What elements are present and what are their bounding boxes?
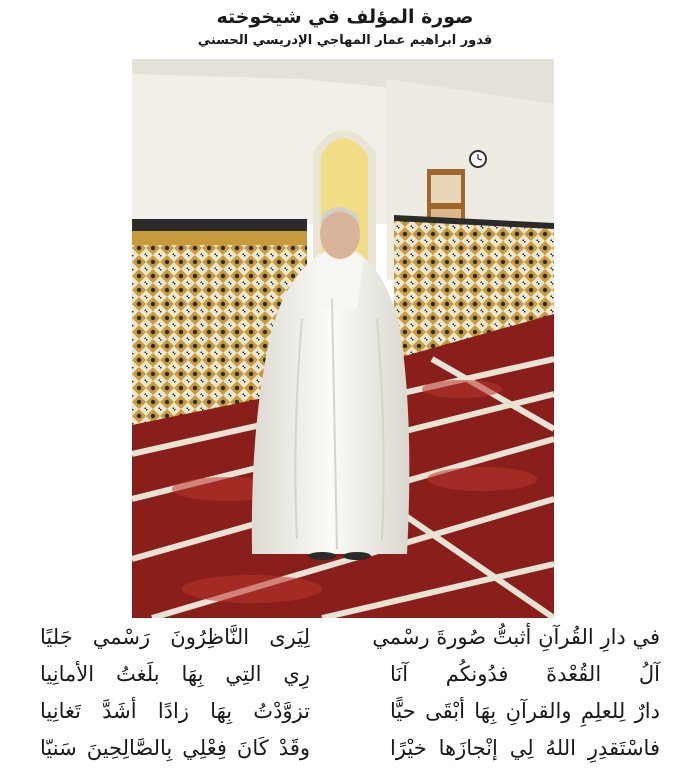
verse-second-hemistich: لِيَرى النَّاظِرُونَ رَسْمي جَليًا	[40, 625, 310, 649]
author-photo	[132, 59, 554, 618]
verse-line	[40, 657, 660, 691]
page-title: صورة المؤلف في شيخوخته	[216, 6, 474, 28]
verse-line	[40, 694, 660, 728]
verse-first-hemistich: فاسْتَقدِرِ اللهُ لِي إنْجازَها خيْرًا	[390, 736, 660, 760]
author-name: قدور ابراهيم عمار المهاجي الإدريسي الحسني	[197, 33, 493, 48]
verse-second-hemistich: وقَدْ كَانَ فِعْلِي بِالصَّالِحِينَ سَنيّا	[40, 736, 310, 760]
verse-line	[40, 620, 660, 654]
clock-icon	[470, 151, 486, 167]
verse-first-hemistich: آلُ القُعْدةَ فدُونكُم آنَا	[390, 662, 660, 686]
verse-second-hemistich: تزوَّدْتُ بِهَا زادًا أشَدَّ تَغانِيا	[40, 699, 310, 723]
verse-first-hemistich: دارٌ لِلعلِمِ والقرآنِ بِهَا أبْقَى حيًّا	[390, 699, 660, 723]
verse-second-hemistich: رِي التِي بِهَا بلَغتُ الأمانِيا	[40, 662, 310, 686]
verse-first-hemistich: في دارِ القُرآنِ أثبتُّ صُورةَ رسْمي	[372, 625, 660, 649]
verse-line	[40, 731, 660, 765]
